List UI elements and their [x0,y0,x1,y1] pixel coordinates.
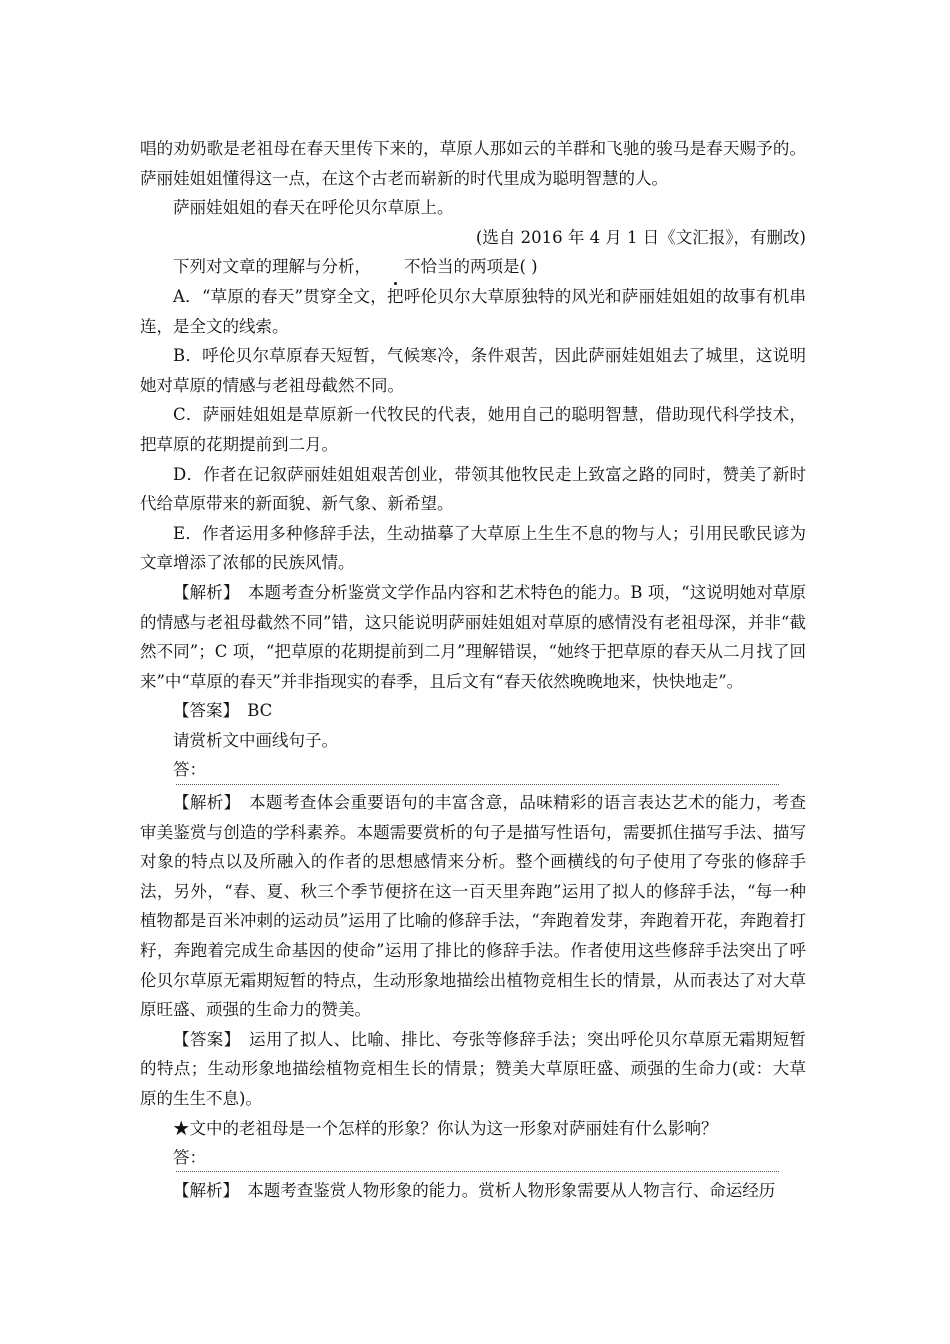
question-text: 恰当的两项是( ) [420,257,538,277]
option-a: A．“草原的春天”贯穿全文，把呼伦贝尔大草原独特的风光和萨丽娃姐姐的故事有机串连，是全文的线索。 [140,286,806,336]
option-e: E．作者运用多种修辞手法，生动描摹了大草原上生生不息的物与人；引用民歌民谚为文章增添了浓郁的民族风情。 [140,523,806,573]
answer-1: 【答案】 BC [173,701,273,721]
source-citation: (选自 2016 年 4 月 1 日《文汇报》，有删改) [475,227,806,247]
text-block-2 [140,788,806,1173]
text-block-1 [140,134,806,785]
option-d: D．作者在记叙萨丽娃姐姐艰苦创业，带领其他牧民走上致富之路的同时，赞美了新时代给草原带来的新面貌、新气象、新希望。 [140,464,806,514]
answer-line-1 [176,784,779,785]
analysis-2: 【解析】 本题考查体会重要语句的丰富含意，品味精彩的语言表达艺术的能力，考查审美鉴赏与创造的学科素养。本题需要赏析的句子是描写性语句，需要抓住描写手法、描写对象的特点以及所融入的作者的思想感情来分析。整个画横线的句子使用了夸张的修辞手法，另外，“春、夏、秋三个季节便挤在这一百天里奔跑”运用了拟人的修辞手法，“每一种植物都是百米冲刺的运动员”运用了比喻的修辞手法，“奔跑着发芽，奔跑着开花，奔跑着打籽，奔跑着完成生命基因的使命”运用了排比的修辞手法。作者使用这些修辞手法突出了呼伦贝尔草原无霜期短暂的特点，生动形象地描绘出植物竞相生长的情景，从而表达了对大草原旺盛、顽强的生命力的赞美。 [140,793,806,1020]
question-text: 下列对文章的理解与分析， [173,257,371,277]
answer-prompt-2: 答： [173,760,206,780]
answer-2: 【答案】 运用了拟人、比喻、排比、夸张等修辞手法；突出呼伦贝尔草原无霜期短暂的特点；生动形象地描绘植物竞相生长的情景；赞美大草原旺盛、顽强的生命力(或：大草原的生生不息)。 [140,1029,806,1108]
option-c: C．萨丽娃姐姐是草原新一代牧民的代表，她用自己的聪明智慧，借助现代科学技术，把草原的花期提前到二月。 [140,405,806,454]
question-3: ★文中的老祖母是一个怎样的形象？你认为这一形象对萨丽娃有什么影响？ [173,1118,718,1138]
passage-paragraph: 萨丽娃姐姐的春天在呼伦贝尔草原上。 [173,198,454,218]
analysis-1: 【解析】 本题考查分析鉴赏文学作品内容和艺术特色的能力。B 项，“这说明她对草原的情感与老祖母截然不同”错，这只能说明萨丽娃姐姐对草原的感情没有老祖母深，并非“截然不同”；C 项，“把草原的花期提前到二月”理解错误，“她终于把草原的春天从二月找了回来”中“草原的春天”并非指现实的春季，且后文有“春天依然晚晚地来，快快地走”。 [140,582,806,691]
passage-paragraph: 唱的劝奶歌是老祖母在春天里传下来的，草原人那如云的羊群和飞驰的骏马是春天赐予的。萨丽娃姐姐懂得这一点，在这个古老而崭新的时代里成为聪明智慧的人。 [140,139,806,188]
answer-prompt-3: 答： [173,1148,206,1168]
question-1 [140,252,806,282]
option-b: B．呼伦贝尔草原春天短暂，气候寒冷，条件艰苦，因此萨丽娃姐姐去了城里，这说明她对草原的情感与老祖母截然不同。 [140,346,806,395]
emphasis-mark [371,252,421,282]
emphasized-char: 不 [404,257,421,277]
analysis-3: 【解析】 本题考查鉴赏人物形象的能力。赏析人物形象需要从人物言行、命运经历 [173,1181,776,1200]
question-2: 请赏析文中画线句子。 [173,730,338,750]
answer-line-2 [176,1171,779,1172]
text-block-3 [140,1176,806,1206]
